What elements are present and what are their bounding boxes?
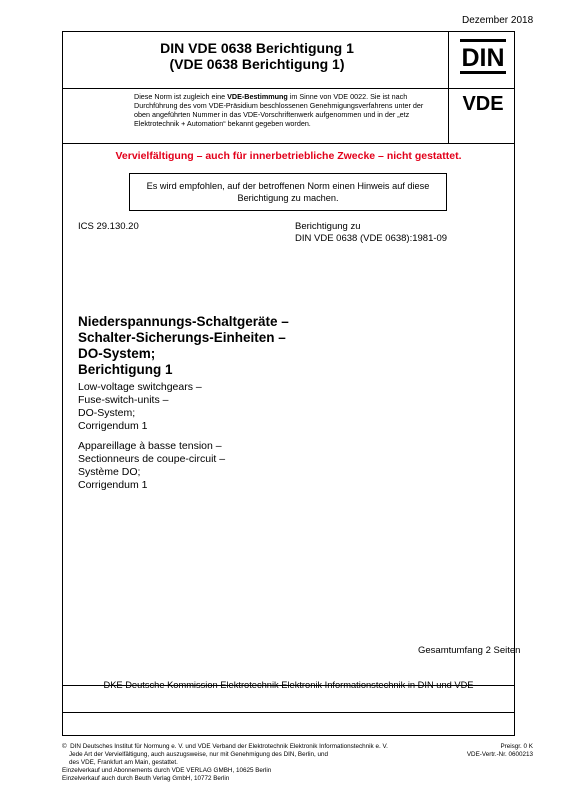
issue-date: Dezember 2018	[462, 15, 534, 26]
svg-text:DIN: DIN	[461, 44, 505, 72]
title-german: Niederspannungs-Schaltgeräte – Schalter-Sicherungs-Einheiten – DO-System; Berichtigung 1	[78, 314, 289, 377]
copy-warning: Vervielfältigung – auch für innerbetriebliche Zwecke – nicht gestattet.	[115, 150, 462, 162]
page-count: Gesamtumfang 2 Seiten	[418, 645, 521, 656]
hint-box: Es wird empfohlen, auf der betroffenen Norm einen Hinweis auf diese Berichtigung zu machen.	[129, 173, 447, 211]
dke-line: DKE Deutsche Kommission Elektrotechnik Elektronik Informationstechnik in DIN und VDE	[103, 680, 474, 690]
title-french: Appareillage à basse tension – Sectionneurs de coupe-circuit – Système DO; Corrigendum 1	[78, 440, 226, 491]
document-title: DIN VDE 0638 Berichtigung 1 (VDE 0638 Berichtigung 1)	[160, 40, 354, 72]
copyright-notice: © DIN Deutsches Institut für Normung e. V. und VDE Verband der Elektrotechnik Elektronik Informationstechnik e. V. Jede Art der Vervielfältigung, auch auszugsweise, nur mit Genehmigung des DIN, Berlin, und des VDE, Frankfurt am Main, gestattet. Einzelverkauf und Abonnements durch VDE VERLAG GMBH, 10625 Berlin Einzelverkauf auch durch Beuth Verlag GmbH, 10772 Berlin	[62, 743, 388, 782]
divider	[63, 88, 514, 89]
divider	[63, 712, 514, 713]
ics-code: ICS 29.130.20	[78, 221, 139, 232]
divider	[63, 143, 514, 144]
din-logo	[459, 38, 507, 76]
svg-text:VDE: VDE	[462, 93, 504, 114]
vde-logo	[452, 92, 514, 114]
title-english: Low-voltage switchgears – Fuse-switch-units – DO-System; Corrigendum 1	[78, 381, 202, 432]
price-info: Preisgr. 0 K VDE-Vertr.-Nr. 0600213	[466, 743, 533, 758]
berichtigung-ref: Berichtigung zu DIN VDE 0638 (VDE 0638):1981-09	[295, 221, 448, 244]
vde-note: Diese Norm ist zugleich eine VDE-Bestimmung im Sinne von VDE 0022. Sie ist nach Durchführung des vom VDE-Präsidium beschlossenen Genehmigungsverfahrens unter der oben angeführten Nummer in das VDE-Vorschriftenwerk aufgenommen und in der „etz Elektrotechnik + Automation“ bekannt gegeben worden.	[134, 92, 424, 128]
